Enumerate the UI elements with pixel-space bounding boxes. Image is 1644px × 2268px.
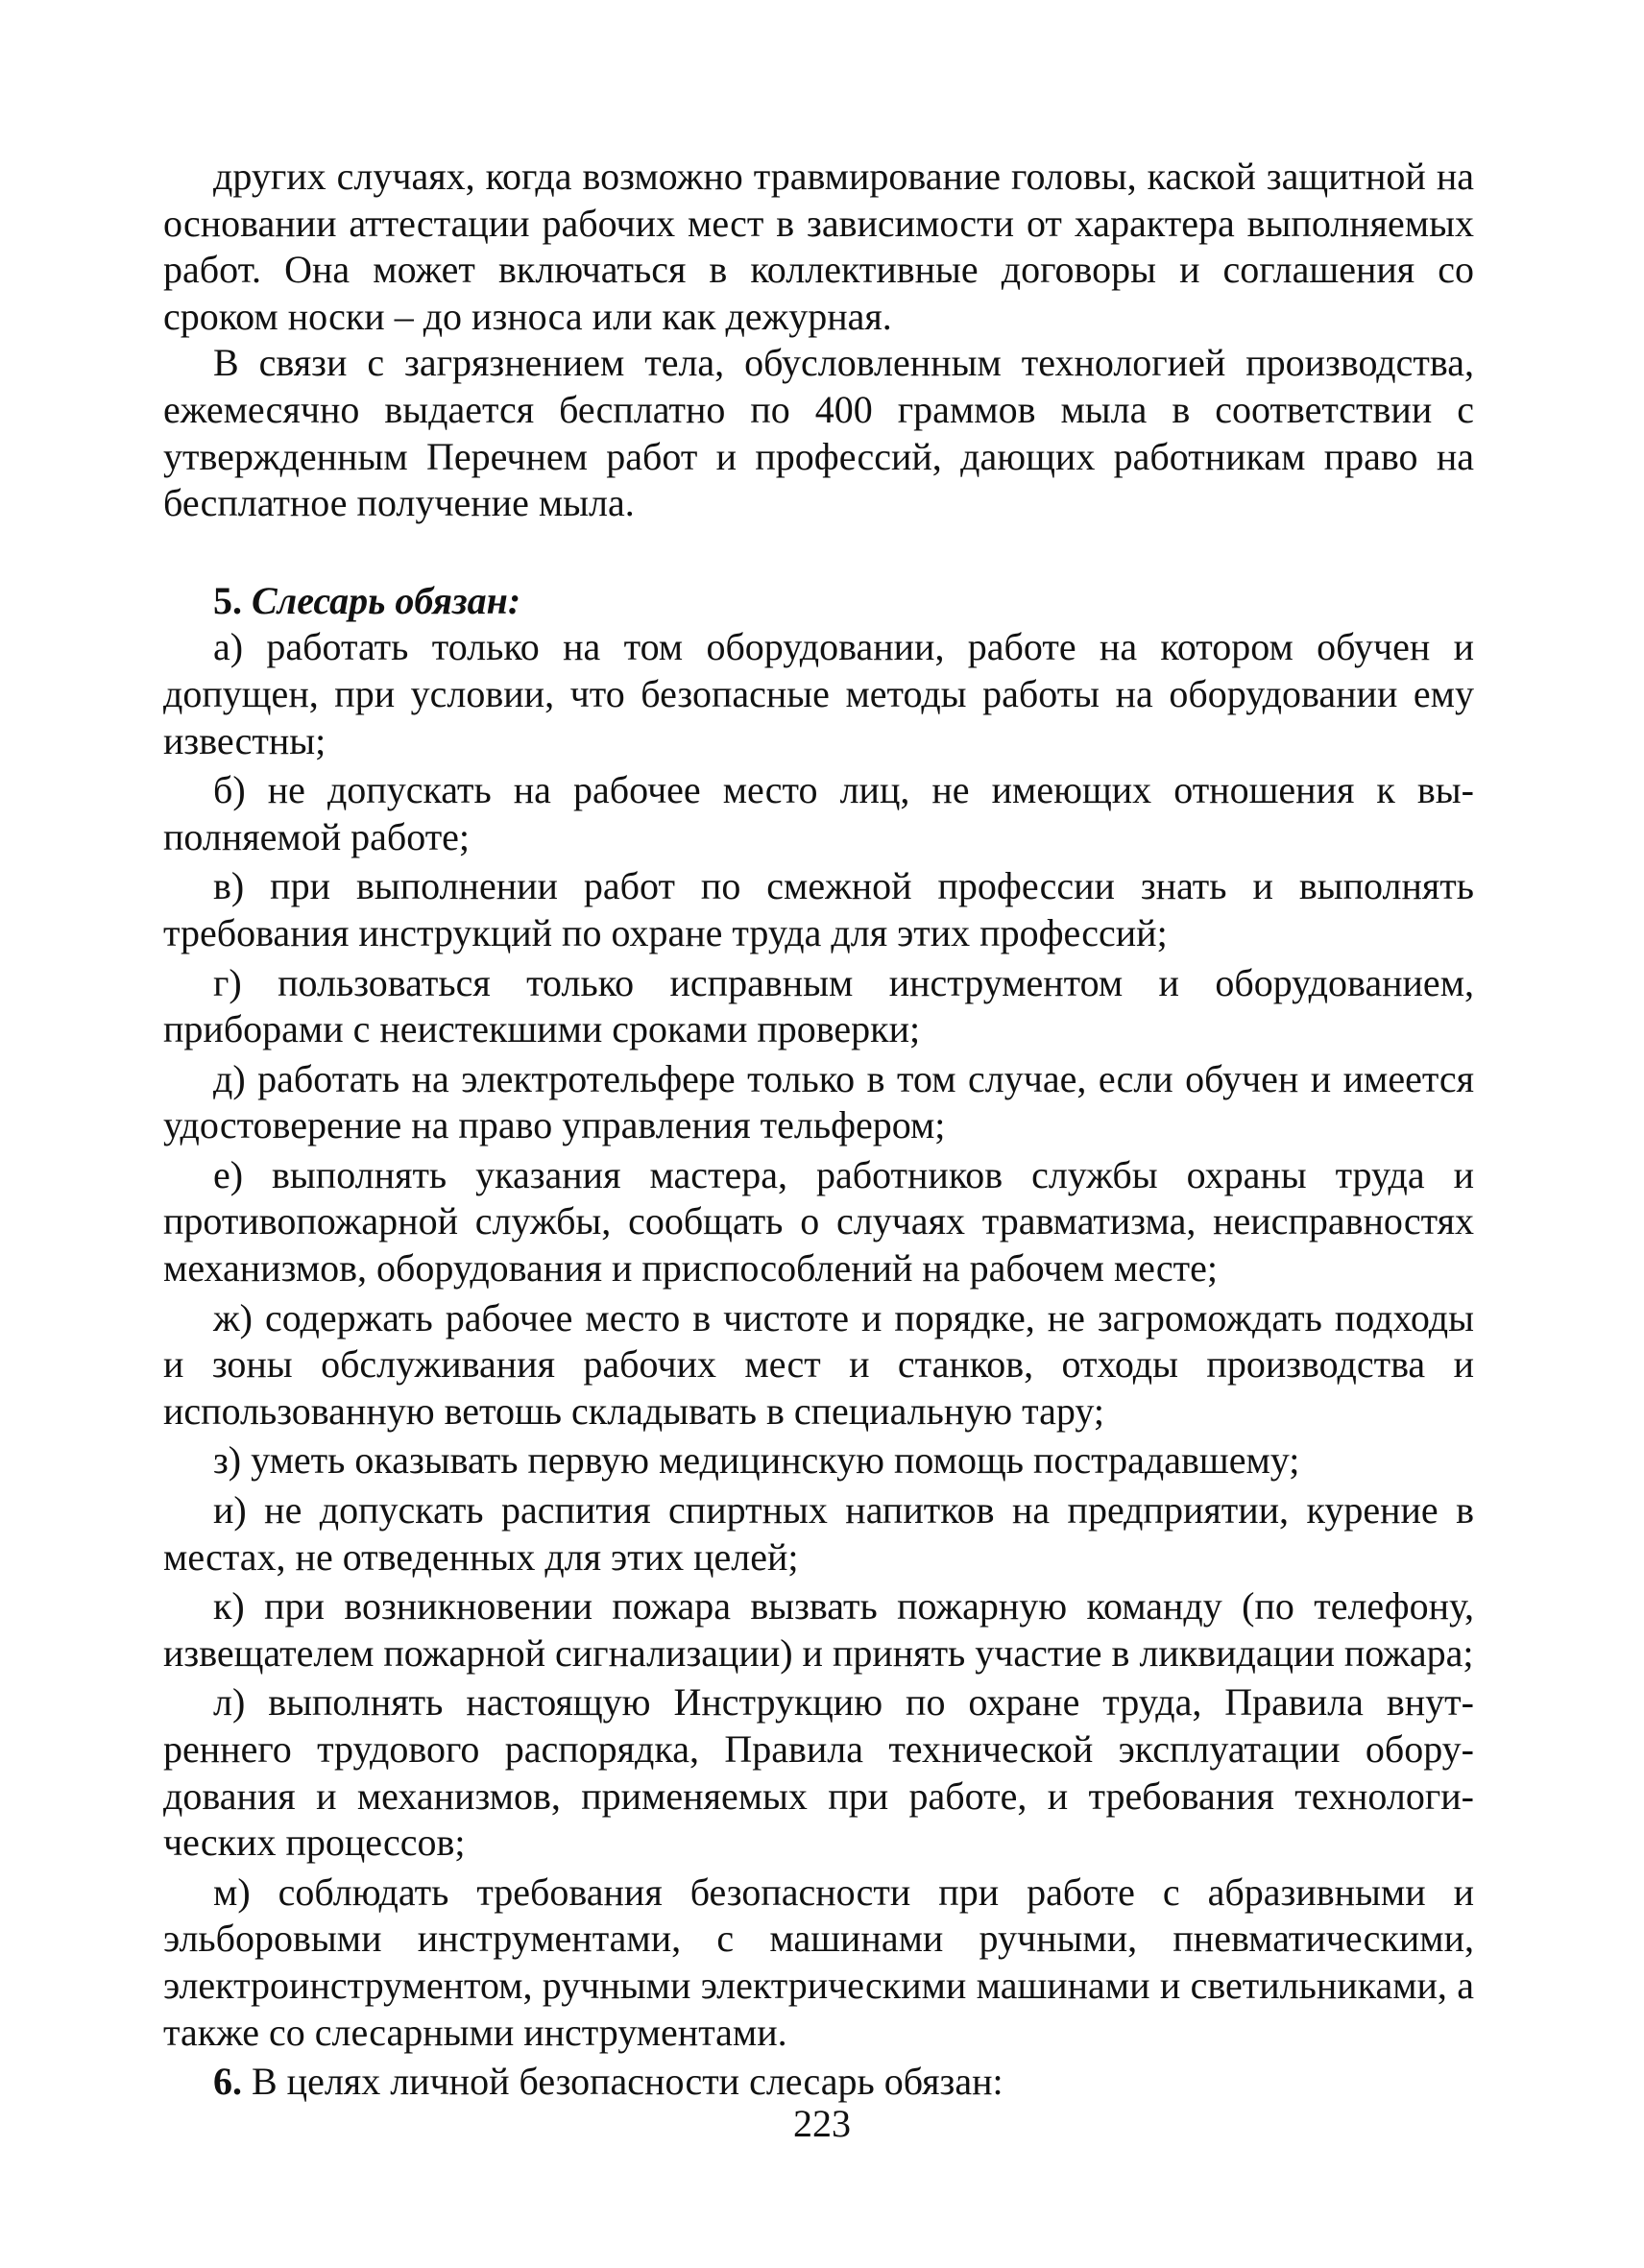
section-5-title: Слесарь обязан: [252, 578, 521, 622]
list-item-l: л) выполнять настоящую Инструкцию по охране труда, Правила внутреннего трудового распорядка, Правила технической эксплуатации оборудования и механизмов, применяемых при работе, и требования технологических процессов; [163, 1680, 1474, 1865]
section-6-paragraph [163, 2059, 1474, 2106]
list-item-b: б) не допускать на рабочее место лиц, не имеющих отношения к выполняемой работе; [163, 768, 1474, 858]
paragraph-soap: В связи с загрязнением тела, обусловленным технологией производства, ежемесячно выдается бесплатно по 400 граммов мыла в соответствии с утвержденным Перечнем работ и профессий, дающих работникам право на бесплатное получение мыла. [163, 341, 1474, 525]
section-5-number: 5. [213, 578, 242, 622]
list-item-a: а) работать только на том оборудовании, работе на котором обучен и допущен, при условии, что безопасные методы работы на оборудовании ему известны; [163, 625, 1474, 762]
page-body [163, 154, 1474, 2106]
list-item-m: м) соблюдать требования безопасности при работе с абразивными и эльборовыми инструментами, с машинами ручными, пневматическими, электроинструментом, ручными электрическими машинами и светильниками, а также со слесарными инструментами. [163, 1870, 1474, 2054]
list-item-zh: ж) содержать рабочее место в чистоте и порядке, не загромождать подходы и зоны обслуживания рабочих мест и станков, отходы производства и использованную ветошь складывать в специальную тару; [163, 1295, 1474, 1433]
list-item-v: в) при выполнении работ по смежной профессии знать и выполнять требования инструкций по охране труда для этих профессий; [163, 864, 1474, 954]
list-item-e: е) выполнять указания мастера, работников службы охраны труда и противопожарной службы, сообщать о случаях травматизма, неисправностях механизмов, оборудования и приспособлений на рабочем месте; [163, 1152, 1474, 1291]
section-spacer [163, 527, 1474, 578]
list-item-i: и) не допускать распития спиртных напитков на предприятии, курение в местах, не отведенных для этих целей; [163, 1488, 1474, 1579]
section-6-number: 6. [213, 2060, 242, 2104]
list-item-k: к) при возникновении пожара вызвать пожарную команду (по телефону, извещателем пожарной сигнализации) и принять участие в ликвидации пожара; [163, 1584, 1474, 1675]
section-5-heading [163, 578, 1474, 625]
section-6-text: В целях личной безопасности слесарь обязан: [242, 2060, 1003, 2104]
paragraph-helmet: других случаях, когда возможно травмирование головы, каской защитной на основании аттестации рабочих мест в зависимости от характера выполняемых работ. Она может включаться в коллективные договоры и соглашения со сроком носки – до износа или как дежурная. [163, 155, 1474, 338]
list-item-z: з) уметь оказывать первую медицинскую помощь пострадавшему; [213, 1438, 1300, 1483]
list-item-d: д) работать на электротельфере только в том случае, если обучен и имеется удостоверение на право управления тельфером; [163, 1056, 1474, 1147]
list-item-g: г) пользоваться только исправным инструментом и оборудованием, приборами с неистекшими сроками проверки; [163, 960, 1474, 1051]
page-number: 223 [793, 2102, 851, 2145]
